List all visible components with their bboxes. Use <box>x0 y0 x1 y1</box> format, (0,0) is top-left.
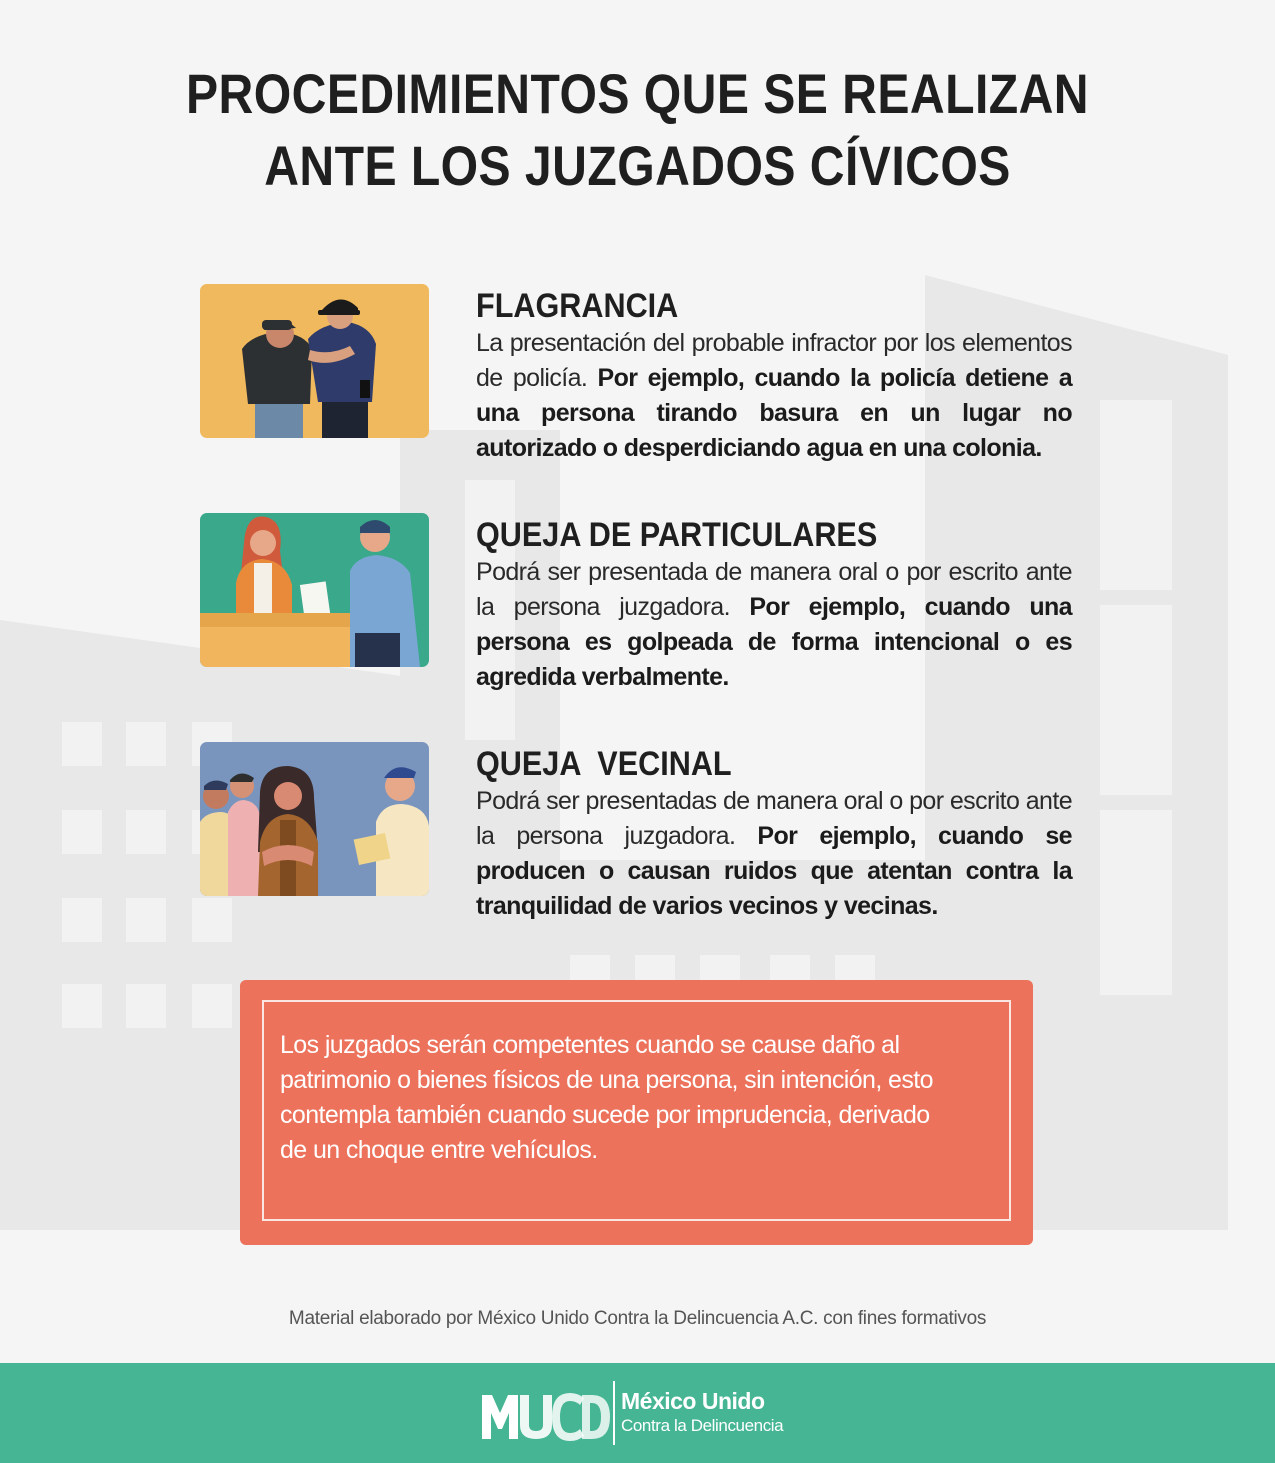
footer-bar <box>0 1363 1275 1463</box>
section-heading: QUEJA VECINAL <box>476 745 732 783</box>
mucd-logo-icon <box>482 1391 610 1441</box>
police-arrest-illustration <box>200 284 429 438</box>
section-example: Por ejemplo, cuando la policía detiene a una persona tirando basura en un lugar no autorizado o desperdiciando agua en una colonia. <box>476 364 1072 462</box>
neighbors-group-illustration <box>200 742 429 896</box>
section-example: Por ejemplo, cuando se producen o causan ruidos que atentan contra la tranquilidad de varios vecinos y vecinas. <box>476 822 1072 920</box>
complaint-desk-illustration <box>200 513 429 667</box>
section-body <box>476 784 1072 924</box>
page-title <box>89 58 1186 202</box>
section-body <box>476 555 1072 695</box>
page-title-line-1: PROCEDIMIENTOS QUE SE REALIZAN <box>185 62 1090 125</box>
section-flagrancia <box>200 284 1075 484</box>
section-description: Podrá ser presentadas de manera oral o por escrito ante la persona juzgadora. <box>476 787 1072 850</box>
note-text: Los juzgados serán competentes cuando se cause daño al patrimonio o bienes físicos de una persona, sin intención, esto contempla también cuando sucede por imprudencia, derivado de un choque entre vehículos. <box>280 1031 933 1164</box>
logo-name-line-1: México Unido <box>621 1388 765 1414</box>
section-description: La presentación del probable infractor por los elementos de policía. <box>476 329 1072 392</box>
note-box <box>240 980 1033 1245</box>
section-description: Podrá ser presentada de manera oral o por escrito ante la persona juzgadora. <box>476 558 1072 621</box>
section-queja-vecinal <box>200 742 1075 942</box>
credits-text: Material elaborado por México Unido Contra la Delincuencia A.C. con fines formativos <box>288 1308 987 1329</box>
section-example: Por ejemplo, cuando una persona es golpeada de forma intencional o es agredida verbalmente. <box>476 593 1072 691</box>
section-body <box>476 326 1072 466</box>
logo-name-line-2: Contra la Delincuencia <box>621 1416 784 1435</box>
logo-divider <box>613 1381 615 1445</box>
page-title-line-2: ANTE LOS JUZGADOS CÍVICOS <box>264 134 1011 197</box>
section-queja-particulares <box>200 513 1075 713</box>
section-heading: FLAGRANCIA <box>476 287 679 325</box>
section-heading: QUEJA DE PARTICULARES <box>476 516 878 554</box>
